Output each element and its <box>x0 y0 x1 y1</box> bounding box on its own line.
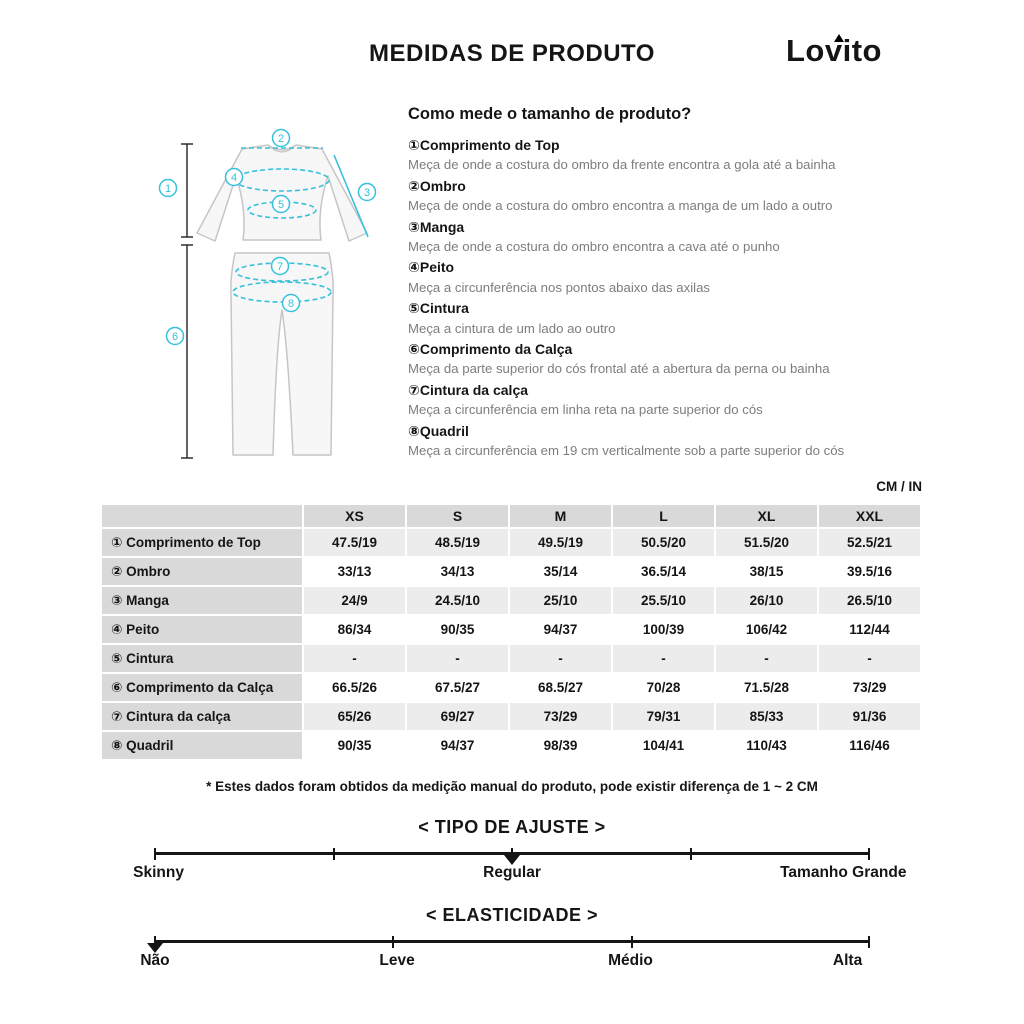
size-value: 73/29 <box>819 674 920 701</box>
size-column-header: L <box>613 505 714 527</box>
svg-text:7: 7 <box>276 260 284 273</box>
table-row <box>102 587 920 614</box>
row-label: ⑧ Quadril <box>102 732 302 759</box>
scale-label: Não <box>140 952 170 969</box>
fit-type-track <box>133 852 907 881</box>
scale-tick <box>392 936 394 948</box>
size-value: 65/26 <box>304 703 405 730</box>
size-value: - <box>510 645 611 672</box>
guide-item <box>408 257 933 298</box>
guide-item-number: ⑧ <box>408 422 420 439</box>
size-value: 47.5/19 <box>304 529 405 556</box>
size-value: 94/37 <box>510 616 611 643</box>
row-label: ② Ombro <box>102 558 302 585</box>
scale-tick <box>333 848 335 860</box>
top-length-line <box>181 144 193 237</box>
guide-item <box>408 339 933 380</box>
svg-text:4: 4 <box>230 171 238 184</box>
footnote: * Estes dados foram obtidos da medição manual do produto, pode existir diferença de 1 ~ 2 CM <box>206 779 818 794</box>
size-column-header: M <box>510 505 611 527</box>
size-value: 90/35 <box>304 732 405 759</box>
size-value: 25.5/10 <box>613 587 714 614</box>
size-value: - <box>304 645 405 672</box>
scale-label: Leve <box>379 952 415 969</box>
row-label: ③ Manga <box>102 587 302 614</box>
guide-item-title: Cintura <box>419 300 469 317</box>
size-value: 33/13 <box>304 558 405 585</box>
size-value: 68.5/27 <box>510 674 611 701</box>
size-value: 26/10 <box>716 587 817 614</box>
callout-4 <box>226 169 243 186</box>
guide-item <box>408 135 933 176</box>
size-value: 39.5/16 <box>819 558 920 585</box>
row-label: ⑥ Comprimento da Calça <box>102 674 302 701</box>
guide-item-label <box>408 421 933 441</box>
guide-item-title: Quadril <box>419 422 469 439</box>
size-value: 90/35 <box>407 616 508 643</box>
pants-outline <box>231 253 333 455</box>
table-row <box>102 703 920 730</box>
scale-tick <box>868 936 870 948</box>
size-table-head <box>102 505 920 527</box>
size-value: 73/29 <box>510 703 611 730</box>
guide-item-desc: Meça de onde a costura do ombro da frente encontra a gola até a bainha <box>408 157 836 173</box>
svg-text:5: 5 <box>277 198 285 211</box>
guide-item-title: Manga <box>419 218 465 235</box>
guide-item-desc: Meça a circunferência nos pontos abaixo das axilas <box>408 279 711 295</box>
size-value: 100/39 <box>613 616 714 643</box>
size-value: - <box>407 645 508 672</box>
guide-item-desc: Meça a circunferência em 19 cm verticalmente sob a parte superior do cós <box>408 443 845 459</box>
guide-item-label <box>408 257 933 277</box>
size-value: - <box>613 645 714 672</box>
callout-3 <box>359 184 376 201</box>
guide-item-title: Ombro <box>419 177 466 194</box>
guide-item-desc: Meça a cintura de um lado ao outro <box>408 320 616 336</box>
guide-item-desc: Meça a circunferência em linha reta na parte superior do cós <box>408 402 763 418</box>
fit-type-scale <box>0 817 1024 907</box>
guide-item-number: ① <box>408 137 420 153</box>
guide-list <box>408 135 933 462</box>
brand-text: Lovito <box>786 33 882 68</box>
guide-item-desc: Meça de onde a costura do ombro encontra a manga de um lado a outro <box>408 198 833 214</box>
svg-text:2: 2 <box>277 132 285 145</box>
fit-type-heading: < TIPO DE AJUSTE > <box>418 817 606 837</box>
scale-label: Alta <box>832 952 863 969</box>
scale-label: Skinny <box>133 864 184 881</box>
size-value: 112/44 <box>819 616 920 643</box>
guide-item-label <box>408 380 933 400</box>
size-value: 52.5/21 <box>819 529 920 556</box>
callout-6 <box>167 328 184 345</box>
size-value: 67.5/27 <box>407 674 508 701</box>
row-label: ⑤ Cintura <box>102 645 302 672</box>
scale-tick <box>868 848 870 860</box>
callout-2 <box>273 130 290 147</box>
guide-item-number: ⑤ <box>408 300 420 317</box>
size-value: 49.5/19 <box>510 529 611 556</box>
callout-7 <box>272 258 289 275</box>
size-value: 71.5/28 <box>716 674 817 701</box>
guide-heading: Como mede o tamanho de produto? <box>408 105 692 123</box>
scale-label: Regular <box>483 864 541 881</box>
size-value: 86/34 <box>304 616 405 643</box>
size-value: 35/14 <box>510 558 611 585</box>
guide-item-number: ③ <box>408 218 420 235</box>
guide-item-number: ⑥ <box>408 341 420 358</box>
guide-item <box>408 176 933 217</box>
size-value: 70/28 <box>613 674 714 701</box>
guide-item-number: ④ <box>408 259 420 276</box>
pants-length-line <box>181 245 193 458</box>
callout-5 <box>273 196 290 213</box>
table-row <box>102 616 920 643</box>
guide-item-desc: Meça de onde a costura do ombro encontra a cava até o punho <box>408 239 780 255</box>
elasticity-heading: < ELASTICIDADE > <box>425 905 599 925</box>
size-column-header: XL <box>716 505 817 527</box>
size-value: 104/41 <box>613 732 714 759</box>
size-value: - <box>819 645 920 672</box>
size-value: 34/13 <box>407 558 508 585</box>
guide-item-desc: Meça da parte superior do cós frontal até a abertura da perna ou bainha <box>408 361 830 377</box>
guide-item-title: Peito <box>419 259 455 276</box>
size-table-body <box>102 529 920 759</box>
size-column-header: XXL <box>819 505 920 527</box>
scale-tick <box>631 936 633 948</box>
guide-item-title: Comprimento da Calça <box>419 341 573 358</box>
top-outline <box>197 145 367 241</box>
guide-item <box>408 380 933 421</box>
size-value: 24.5/10 <box>407 587 508 614</box>
elasticity-track <box>140 940 869 969</box>
size-value: 51.5/20 <box>716 529 817 556</box>
elasticity-scale <box>0 905 1024 995</box>
table-row <box>102 558 920 585</box>
scale-label: Tamanho Grande <box>780 864 907 881</box>
scale-label: Médio <box>608 952 653 969</box>
scale-tick <box>154 848 156 860</box>
svg-text:6: 6 <box>171 330 179 343</box>
guide-item-label <box>408 176 933 196</box>
guide-item <box>408 298 933 339</box>
brand-logo <box>786 33 882 69</box>
size-value: 24/9 <box>304 587 405 614</box>
guide-item <box>408 421 933 462</box>
svg-text:1: 1 <box>164 182 172 195</box>
size-value: 25/10 <box>510 587 611 614</box>
size-value: 66.5/26 <box>304 674 405 701</box>
guide-item-label <box>408 339 933 359</box>
size-value: 26.5/10 <box>819 587 920 614</box>
table-row <box>102 529 920 556</box>
svg-text:3: 3 <box>363 186 371 199</box>
size-value: 79/31 <box>613 703 714 730</box>
callout-1 <box>160 180 177 197</box>
size-value: 91/36 <box>819 703 920 730</box>
size-value: 98/39 <box>510 732 611 759</box>
row-label: ④ Peito <box>102 616 302 643</box>
guide-item-label <box>408 217 933 237</box>
size-table <box>100 503 922 761</box>
measurement-diagram <box>140 118 405 478</box>
callout-8 <box>283 295 300 312</box>
table-header-row <box>102 505 920 527</box>
size-value: 69/27 <box>407 703 508 730</box>
size-column-header: S <box>407 505 508 527</box>
brand-triangle-icon <box>834 34 844 42</box>
size-value: 94/37 <box>407 732 508 759</box>
guide-item-label <box>408 135 933 155</box>
size-value: 106/42 <box>716 616 817 643</box>
table-corner-cell <box>102 505 302 527</box>
size-value: - <box>716 645 817 672</box>
unit-label: CM / IN <box>876 479 922 494</box>
size-value: 116/46 <box>819 732 920 759</box>
guide-item <box>408 217 933 258</box>
size-value: 48.5/19 <box>407 529 508 556</box>
page-title: MEDIDAS DE PRODUTO <box>369 40 655 67</box>
guide-item-label <box>408 298 933 318</box>
size-value: 50.5/20 <box>613 529 714 556</box>
row-label: ⑦ Cintura da calça <box>102 703 302 730</box>
table-row <box>102 732 920 759</box>
guide-item-title: Cintura da calça <box>419 381 529 398</box>
scale-tick <box>690 848 692 860</box>
svg-text:8: 8 <box>287 297 295 310</box>
table-row <box>102 674 920 701</box>
size-column-header: XS <box>304 505 405 527</box>
guide-item-number: ② <box>408 177 420 194</box>
guide-item-title: Comprimento de Top <box>419 137 560 153</box>
row-label: ① Comprimento de Top <box>102 529 302 556</box>
size-value: 85/33 <box>716 703 817 730</box>
size-value: 36.5/14 <box>613 558 714 585</box>
size-value: 110/43 <box>716 732 817 759</box>
size-value: 38/15 <box>716 558 817 585</box>
table-row <box>102 645 920 672</box>
guide-item-number: ⑦ <box>408 381 420 398</box>
